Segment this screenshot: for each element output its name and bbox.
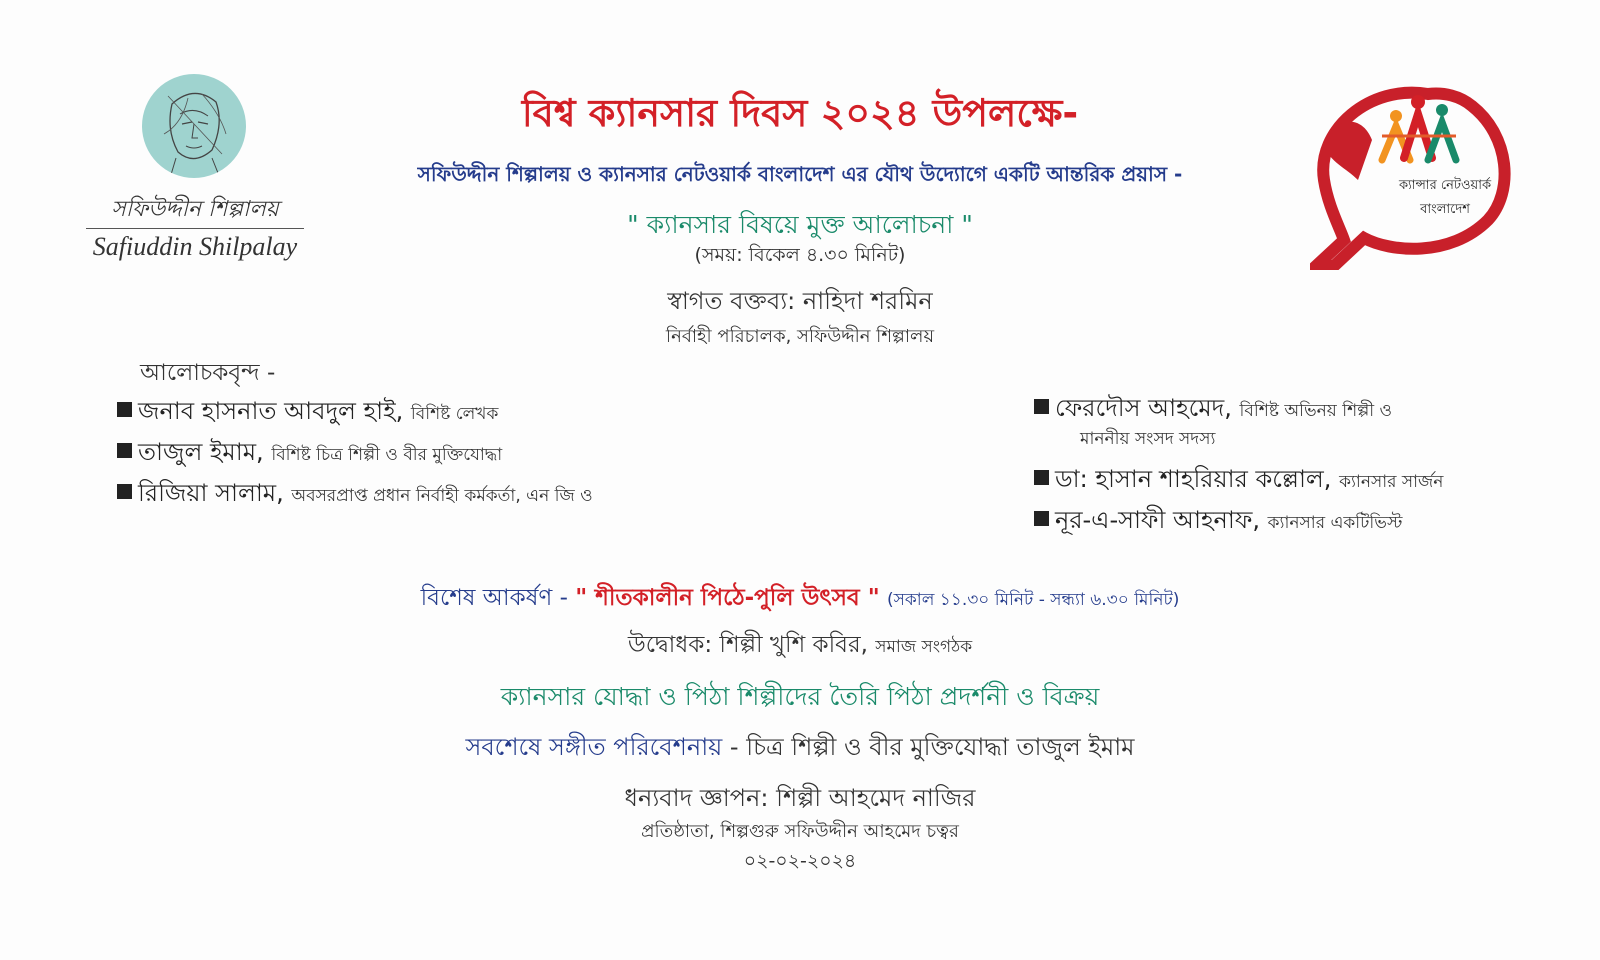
speaker-item: [117, 393, 498, 433]
speaker-name: তাজুল ইমাম,: [138, 438, 264, 466]
bullet-square-icon: [117, 484, 132, 499]
music-performance: [0, 729, 1600, 769]
special-highlight: " শীতকালীন পিঠে-পুলি উৎসব ": [575, 585, 880, 611]
special-attraction: [0, 579, 1600, 618]
speaker-desc: বিশিষ্ট অভিনয় শিল্পী ও: [1239, 401, 1393, 421]
discussion-time: (সময়: বিকেল ৪.৩০ মিনিট): [694, 244, 906, 266]
event-subtitle: সফিউদ্দীন শিল্পালয় ও ক্যানসার নেটওয়ার্ক বাংলাদেশ এর যৌথ উদ্যোগে একটি আন্তরিক প্রয়াস -: [417, 162, 1183, 186]
speaker-desc: বিশিষ্ট চিত্র শিল্পী ও বীর মুক্তিযোদ্ধা: [271, 445, 503, 465]
speaker-desc: অবসরপ্রাপ্ত প্রধান নির্বাহী কর্মকর্তা, এন জি ও: [291, 486, 593, 506]
speaker-item: [117, 475, 593, 515]
inaugurator: [0, 626, 1600, 665]
bullet-square-icon: [1034, 399, 1049, 414]
speaker-name: ফেরদৌস আহমেদ,: [1055, 394, 1232, 422]
exhibition-line: ক্যানসার যোদ্ধা ও পিঠা শিল্পীদের তৈরি পিঠা প্রদর্শনী ও বিক্রয়: [500, 682, 1100, 711]
thanks-role: প্রতিষ্ঠাতা, শিল্পগুরু সফিউদ্দীন আহমেদ চত্বর: [641, 821, 959, 842]
speaker-desc: ক্যানসার একটিভিস্ট: [1267, 513, 1403, 533]
speaker-name: রিজিয়া সালাম,: [138, 479, 284, 507]
welcome-speaker-role: নির্বাহী পরিচালক, সফিউদ্দীন শিল্পালয়: [665, 326, 935, 347]
bullet-square-icon: [1034, 511, 1049, 526]
logo-name-english: Safiuddin Shilpalay: [92, 232, 298, 261]
inaugurator-role: সমাজ সংগঠক: [875, 637, 973, 657]
speaker-item: [1034, 461, 1443, 501]
logo-text-line1: ক্যান্সার নেটওয়ার্ক: [1398, 178, 1492, 193]
discussants-heading: আলোচকবৃন্দ -: [140, 360, 276, 386]
speaker-item: [1034, 502, 1402, 542]
speaker-item: [117, 434, 502, 474]
logo-name-bengali: সফিউদ্দীন শিল্পালয়: [111, 197, 279, 222]
welcome-speech: স্বাগত বক্তব্য: নাহিদা শরমিন: [667, 287, 933, 315]
special-time: (সকাল ১১.৩০ মিনিট - সন্ধ্যা ৬.৩০ মিনিট): [887, 590, 1180, 610]
speaker-name: নূর-এ-সাফী আহনাফ,: [1055, 506, 1261, 534]
vote-of-thanks: ধন্যবাদ জ্ঞাপন: শিল্পী আহমেদ নাজির: [624, 784, 976, 812]
speaker-name: ডা: হাসান শাহরিয়ার কল্লোল,: [1055, 465, 1332, 493]
event-title: বিশ্ব ক্যানসার দিবস ২০২৪ উপলক্ষে-: [521, 91, 1079, 135]
logo-text-line2: বাংলাদেশ: [1420, 202, 1470, 217]
inaugurator-line: উদ্বোধক: শিল্পী খুশি কবির,: [627, 632, 868, 658]
discussion-title: " ক্যানসার বিষয়ে মুক্ত আলোচনা ": [627, 210, 973, 239]
speaker-desc: ক্যানসার সার্জন: [1339, 472, 1444, 492]
bullet-square-icon: [117, 402, 132, 417]
music-lead: সবশেষে সঙ্গীত পরিবেশনায়: [465, 733, 723, 761]
event-date: ০২-০২-২০২৪: [743, 850, 857, 872]
music-rest: - চিত্র শিল্পী ও বীর মুক্তিযোদ্ধা তাজুল ইমাম: [722, 733, 1135, 761]
bullet-square-icon: [117, 443, 132, 458]
special-lead: বিশেষ আকর্ষণ -: [420, 585, 576, 611]
speaker-item: [1034, 390, 1392, 430]
bullet-square-icon: [1034, 470, 1049, 485]
speaker-name: জনাব হাসনাত আবদুল হাই,: [138, 397, 404, 425]
speaker-desc: বিশিষ্ট লেখক: [410, 404, 499, 424]
speaker-desc-continued: মাননীয় সংসদ সদস্য: [1080, 429, 1216, 449]
